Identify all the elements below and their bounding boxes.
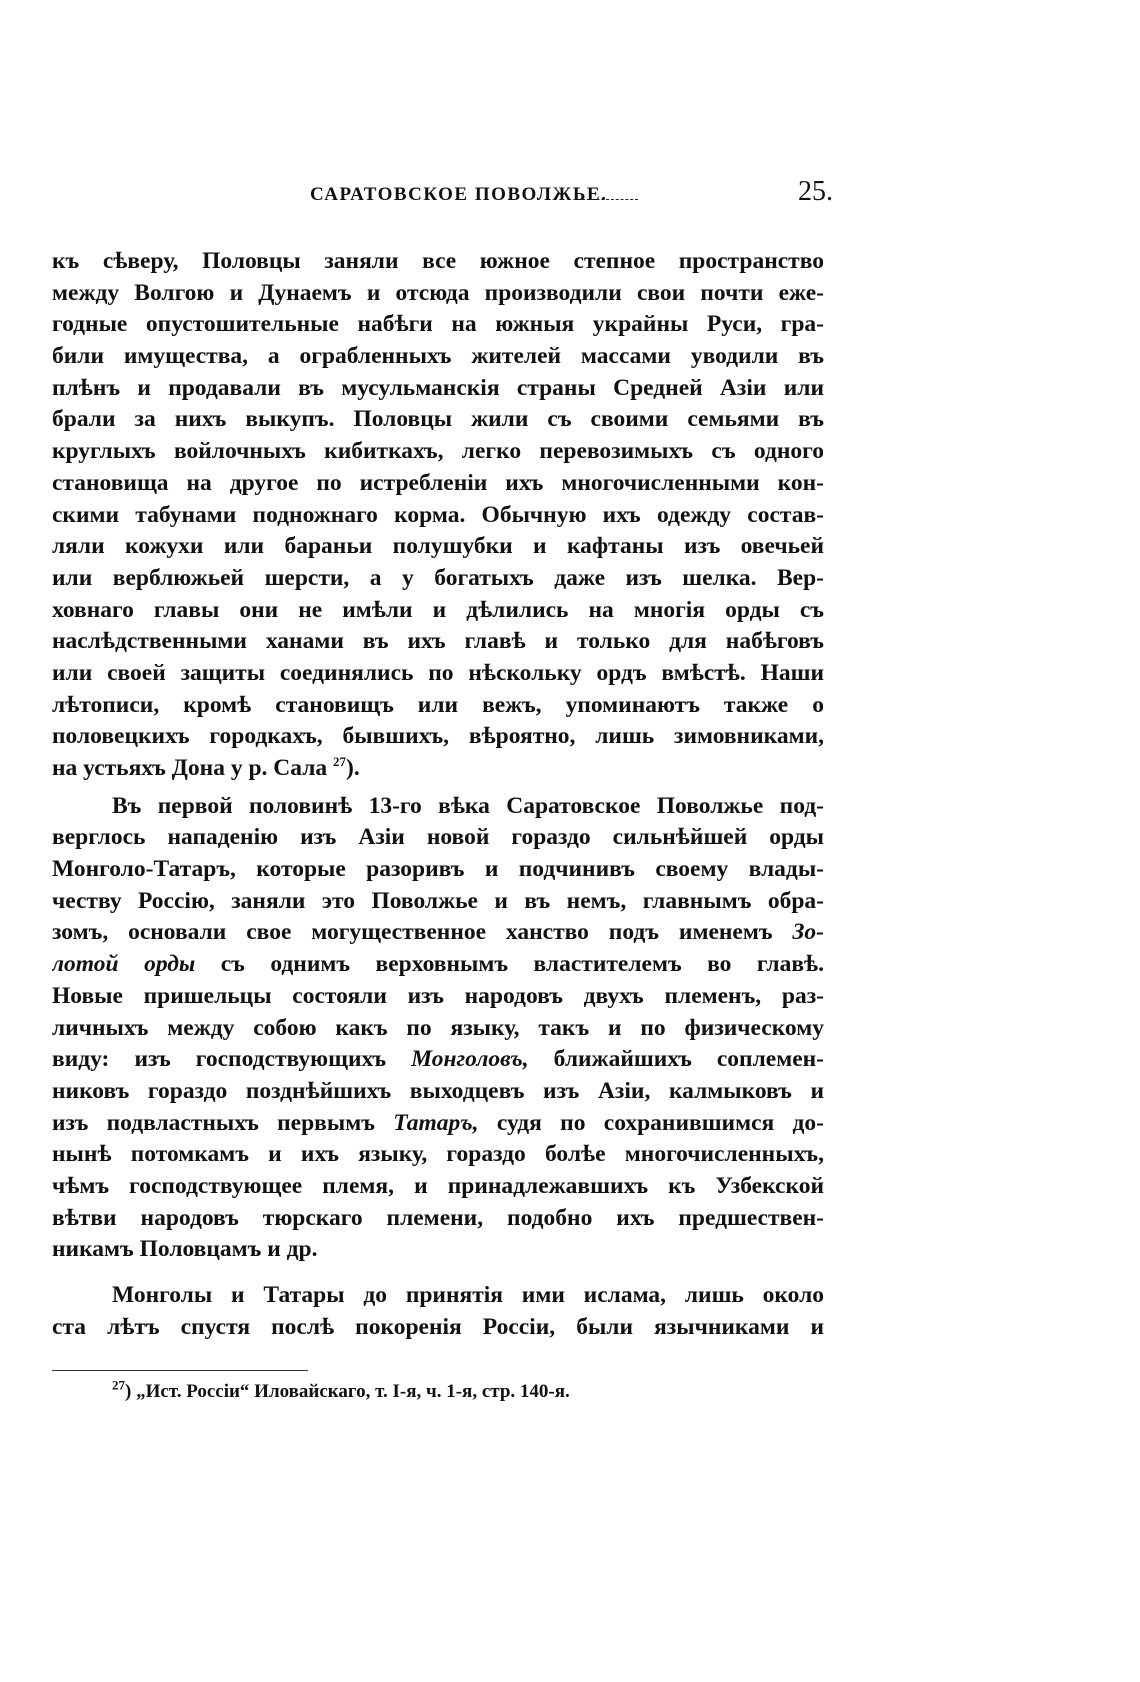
text-line: Новые пришельцы состояли изъ народовъ двухъ племенъ, раз- bbox=[52, 982, 824, 1009]
italic-term: Зо- bbox=[792, 919, 824, 946]
text-line: вѣтви народовъ тюрскаго племени, подобно ихъ предшествен- bbox=[52, 1204, 824, 1231]
text-line: или верблюжьей шерсти, а у богатыхъ даже изъ шелка. Вер- bbox=[52, 564, 824, 591]
text-line: нынѣ потомкамъ и ихъ языку, гораздо болѣе многочисленныхъ, bbox=[52, 1141, 824, 1168]
text-line: становища на другое по истребленіи ихъ многочисленными кон- bbox=[52, 469, 824, 496]
text-line: чѣмъ господствующее племя, и принадлежавшихъ къ Узбекской bbox=[52, 1172, 824, 1199]
footnote-divider bbox=[52, 1370, 308, 1371]
text-line bbox=[52, 917, 824, 949]
text-segment: ближайшихъ соплемен- bbox=[553, 1046, 824, 1073]
text-line: Монголо-Татаръ, которые разоривъ и подчинивъ своему влады- bbox=[52, 856, 824, 883]
text-line: половецкихъ городкахъ, бывшихъ, вѣроятно, лишь зимовниками, bbox=[52, 723, 824, 750]
body-text bbox=[52, 246, 824, 1343]
text-line bbox=[52, 1044, 824, 1076]
text-segment: ). bbox=[346, 755, 360, 781]
text-line: годные опустошительные набѣги на южныя украйны Руси, гра- bbox=[52, 311, 824, 338]
text-line: наслѣдственными ханами въ ихъ главѣ и только для набѣговъ bbox=[52, 628, 824, 655]
text-segment: на устьяхъ Дона у р. Сала bbox=[52, 755, 328, 781]
italic-term: лотой орды bbox=[52, 951, 196, 978]
text-segment: зомъ, основали свое могущественное ханство подъ именемъ bbox=[52, 919, 773, 946]
text-line: ста лѣтъ спустя послѣ покоренія Россіи, были язычниками и bbox=[52, 1313, 824, 1340]
text-line: Монголы и Татары до принятія ими ислама, лишь около bbox=[112, 1282, 824, 1308]
italic-term: Татаръ, bbox=[393, 1109, 479, 1136]
footnote-marker: 27 bbox=[112, 1377, 125, 1393]
running-dash-divider bbox=[582, 199, 638, 200]
text-line: или своей защиты соединялись по нѣскольку ордъ вмѣстѣ. Наши bbox=[52, 659, 824, 686]
text-line bbox=[52, 949, 824, 981]
text-line: круглыхъ войлочныхъ кибиткахъ, легко перевозимыхъ съ одного bbox=[52, 438, 824, 465]
text-line: верглось нападенію изъ Азіи новой гораздо сильнѣйшей орды bbox=[52, 824, 824, 851]
footnote bbox=[112, 1377, 570, 1403]
page-number: 25. bbox=[798, 176, 833, 207]
text-line: личныхъ между собою какъ по языку, такъ и по физическому bbox=[52, 1014, 824, 1041]
text-segment: виду: изъ господствующихъ bbox=[52, 1046, 387, 1073]
text-line: никовъ гораздо позднѣйшихъ выходцевъ изъ Азіи, калмыковъ и bbox=[52, 1077, 824, 1104]
text-line: брали за нихъ выкупъ. Половцы жили съ своими семьями въ bbox=[52, 406, 824, 433]
text-line: лѣтописи, кромѣ становищъ или вежъ, упоминаютъ также о bbox=[52, 691, 824, 718]
footnote-text: ) „Ист. Россіи“ Иловайскаго, т. І-я, ч. 1-я, стр. 140-я. bbox=[125, 1381, 570, 1402]
footnote-ref: 27 bbox=[333, 754, 347, 770]
text-line: скими табунами подножнаго корма. Обычную ихъ одежду состав- bbox=[52, 501, 824, 528]
text-line: къ сѣверу, Половцы заняли все южное степное пространство bbox=[52, 248, 824, 274]
text-line: били имущества, а ограбленныхъ жителей массами уводили въ bbox=[52, 343, 824, 370]
text-line: плѣнъ и продавали въ мусульманскія страны Средней Азіи или bbox=[52, 374, 824, 401]
italic-term: Монголовъ, bbox=[411, 1046, 529, 1073]
text-segment: судя по сохранившимся до- bbox=[496, 1109, 824, 1136]
text-line bbox=[52, 1108, 824, 1140]
text-line: ховнаго главы они не имѣли и дѣлились на многія орды съ bbox=[52, 596, 824, 623]
text-line: никамъ Половцамъ и др. bbox=[52, 1236, 318, 1263]
running-head bbox=[0, 176, 1140, 210]
text-line: Въ первой половинѣ 13-го вѣка Саратовское Поволжье под- bbox=[112, 792, 824, 819]
text-segment: изъ подвластныхъ первымъ bbox=[52, 1109, 375, 1136]
text-line: ляли кожухи или бараньи полушубки и кафтаны изъ овечьей bbox=[52, 533, 824, 560]
text-line: честву Россію, заняли это Поволжье и въ немъ, главнымъ обра- bbox=[52, 887, 824, 914]
running-title: САРАТОВСКОЕ ПОВОЛЖЬЕ. bbox=[310, 184, 608, 205]
text-line bbox=[52, 753, 824, 785]
text-line: между Волгою и Дунаемъ и отсюда производили свои почти еже- bbox=[52, 279, 824, 306]
text-segment: съ однимъ верховнымъ властителемъ во главѣ. bbox=[220, 951, 824, 978]
